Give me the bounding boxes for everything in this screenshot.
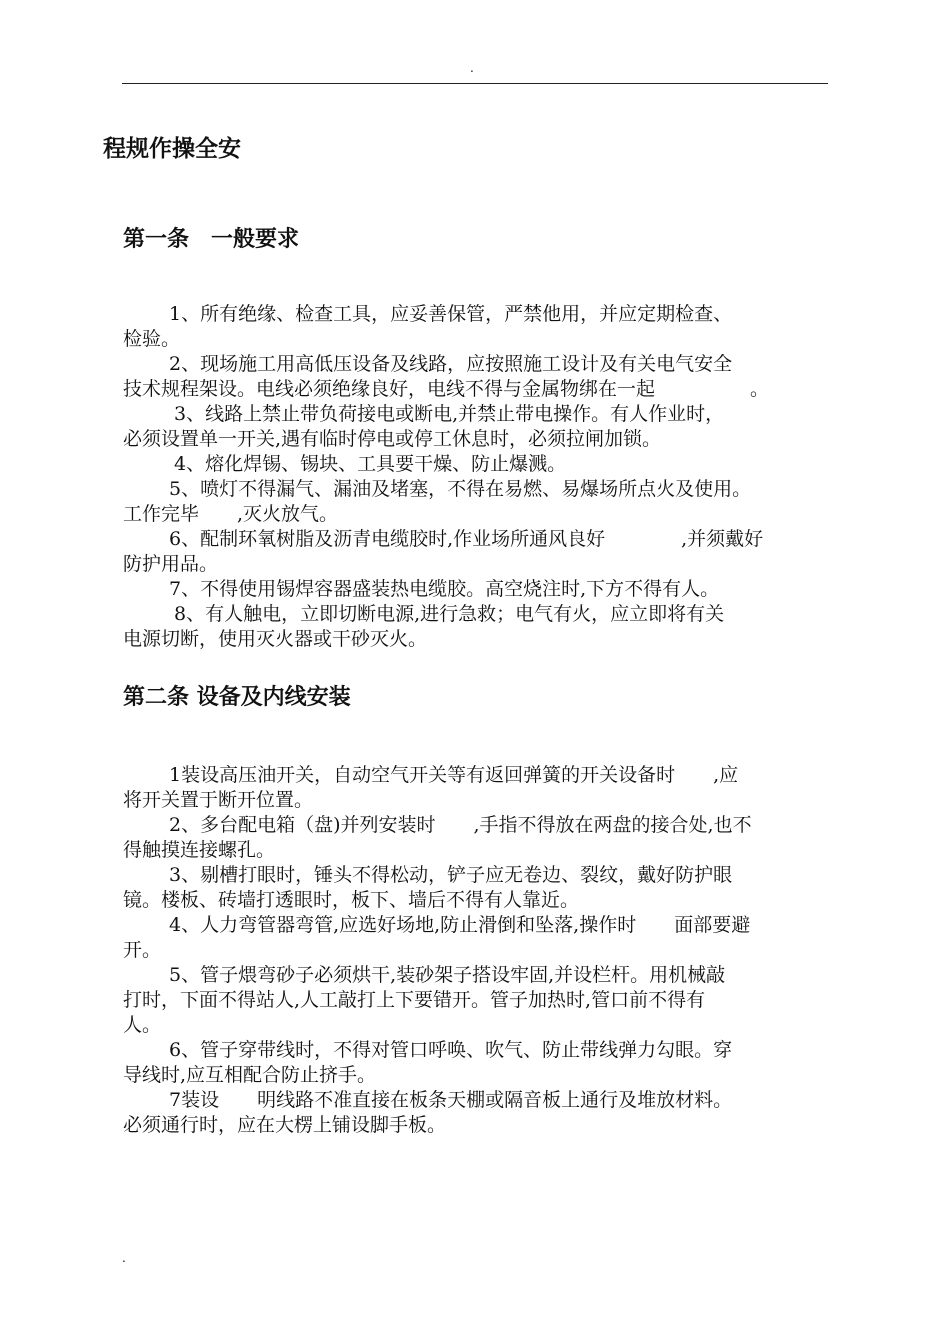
text-line: 1、所有绝缘、检查工具，应妥善保管，严禁他用，并应定期检查、: [169, 303, 733, 325]
text-line: 检验。: [123, 328, 181, 350]
section-heading-general: 第一条 一般要求: [123, 227, 300, 252]
footer-dot: .: [122, 1251, 126, 1265]
section-installation-body: [123, 763, 829, 1138]
text-line: 得触摸连接螺孔。: [123, 839, 276, 861]
text-line: 开。: [123, 939, 162, 961]
text-line: 3、线路上禁止带负荷接电或断电,并禁止带电操作。有人作业时，: [174, 403, 725, 425]
text-line: 2、现场施工用高低压设备及线路，应按照施工设计及有关电气安全: [169, 353, 733, 375]
text-line: 导线时,应互相配合防止挤手。: [123, 1064, 377, 1086]
text-line: 3、剔槽打眼时，锤头不得松动，铲子应无卷边、裂纹，戴好防护眼: [169, 864, 733, 886]
header-dot: .: [470, 61, 474, 75]
section-general-body: [123, 302, 829, 652]
header-rule: [122, 83, 828, 84]
text-line: 2、多台配电箱（盘)并列安装时 ,手指不得放在两盘的接合处,也不: [169, 814, 752, 836]
text-line: 镜。楼板、砖墙打透眼时，板下、墙后不得有人靠近。: [123, 889, 580, 911]
text-line: 将开关置于断开位置。: [123, 789, 314, 811]
text-line: 6、配制环氧树脂及沥青电缆胶时,作业场所通风良好 ,并须戴好: [169, 528, 764, 550]
text-line: 4、人力弯管器弯管,应选好场地,防止滑倒和坠落,操作时 面部要避: [169, 914, 751, 936]
text-line: 防护用品。: [123, 553, 219, 575]
text-line: 工作完毕 ,灭火放气。: [123, 503, 339, 525]
text-line: 人。: [123, 1014, 162, 1036]
text-line: 必须设置单一开关,遇有临时停电或停工休息时，必须拉闸加锁。: [123, 428, 662, 450]
text-line: 打时，下面不得站人,人工敲打上下要错开。管子加热时,管口前不得有: [123, 989, 706, 1011]
section-heading-installation: 第二条 设备及内线安装: [123, 685, 351, 710]
text-line: 1装设高压油开关，自动空气开关等有返回弹簧的开关设备时 ,应: [169, 764, 739, 786]
text-line: 7、不得使用锡焊容器盛装热电缆胶。高空烧注时,下方不得有人。: [169, 578, 720, 600]
text-line: 技术规程架设。电线必须绝缘良好，电线不得与金属物绑在一起 。: [123, 378, 770, 400]
text-line: 5、喷灯不得漏气、漏油及堵塞，不得在易燃、易爆场所点火及使用。: [169, 478, 752, 500]
document-title: 程规作操全安: [103, 136, 241, 162]
text-line: 6、管子穿带线时，不得对管口呼唤、吹气、防止带线弹力勾眼。穿: [169, 1039, 733, 1061]
text-line: 8、有人触电，立即切断电源,进行急救；电气有火，应立即将有关: [174, 603, 725, 625]
text-line: 5、管子煨弯砂子必须烘干,装砂架子搭设牢固,并设栏杆。用机械敲: [169, 964, 726, 986]
text-line: 4、熔化焊锡、锡块、工具要干燥、防止爆溅。: [174, 453, 567, 475]
text-line: 电源切断，使用灭火器或干砂灭火。: [123, 628, 428, 650]
text-line: 7装设 明线路不准直接在板条天棚或隔音板上通行及堆放材料。: [169, 1089, 733, 1111]
text-line: 必须通行时，应在大楞上铺设脚手板。: [123, 1114, 447, 1136]
